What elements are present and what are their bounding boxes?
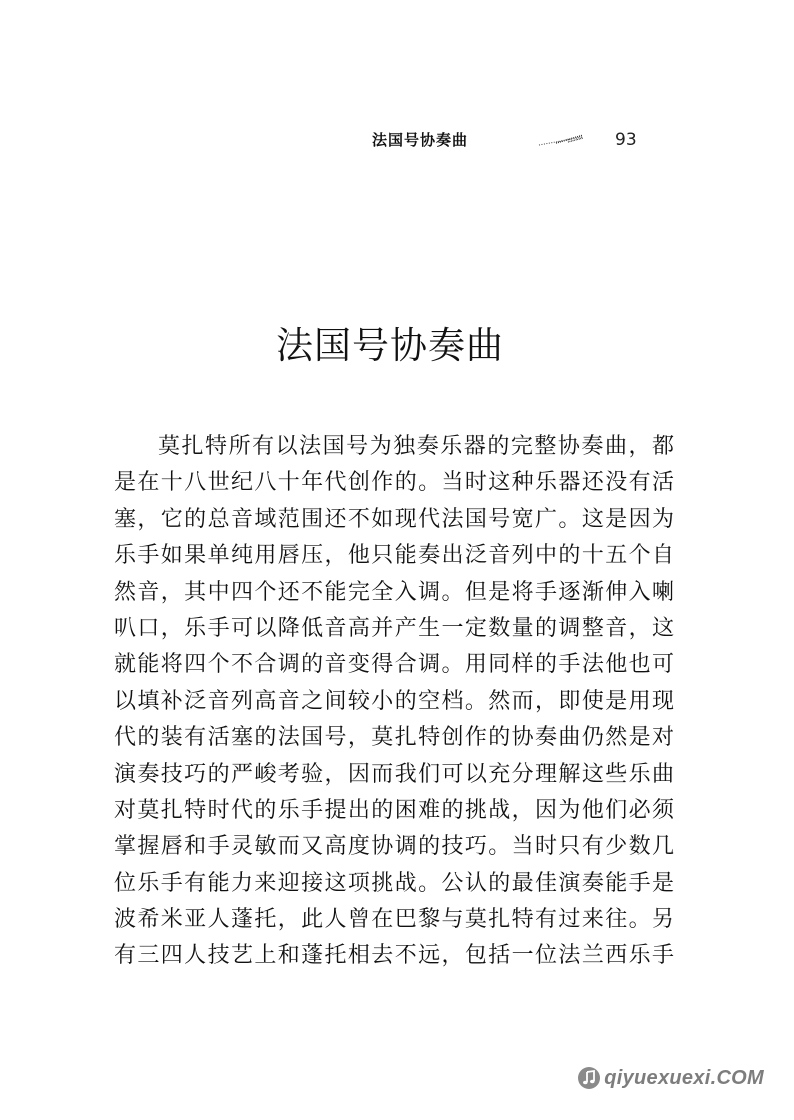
- watermark-text: qiyuexuexi.COM: [604, 1066, 764, 1089]
- running-header: [372, 128, 672, 154]
- chapter-title: 法国号协奏曲: [276, 323, 504, 367]
- running-title: 法国号协奏曲: [372, 131, 469, 149]
- text-line: 然音，其中四个还不能完全入调。但是将手逐渐伸入喇: [114, 579, 674, 605]
- text-line: 就能将四个不合调的音变得合调。用同样的手法他也可: [114, 652, 674, 678]
- text-line: 塞，它的总音域范围还不如现代法国号宽广。这是因为: [114, 506, 674, 532]
- music-note-icon: [577, 1066, 601, 1090]
- text-line: 以填补泛音列高音之间较小的空档。然而，即使是用现: [114, 688, 674, 714]
- text-line: 莫扎特所有以法国号为独奏乐器的完整协奏曲，都: [158, 434, 674, 459]
- body-text: [114, 429, 674, 975]
- text-line: 是在十八世纪八十年代创作的。当时这种乐器还没有活: [114, 470, 674, 496]
- text-line: 对莫扎特时代的乐手提出的困难的挑战，因为他们必须: [114, 797, 674, 823]
- text-line: 波希米亚人蓬托，此人曾在巴黎与莫扎特有过来往。另: [114, 907, 674, 933]
- header-ornament-icon: [538, 134, 584, 146]
- page-number: 93: [615, 130, 637, 150]
- text-line: 位乐手有能力来迎接这项挑战。公认的最佳演奏能手是: [114, 870, 674, 896]
- text-line: 叭口，乐手可以降低音高并产生一定数量的调整音，这: [114, 615, 674, 641]
- text-line: 乐手如果单纯用唇压，他只能奏出泛音列中的十五个自: [114, 543, 674, 569]
- text-line: 有三四人技艺上和蓬托相去不远，包括一位法兰西乐手: [114, 943, 674, 969]
- watermark: [577, 1064, 764, 1092]
- text-line: 掌握唇和手灵敏而又高度协调的技巧。当时只有少数几: [114, 834, 674, 860]
- text-line: 演奏技巧的严峻考验，因而我们可以充分理解这些乐曲: [114, 761, 674, 787]
- text-line: 代的装有活塞的法国号，莫扎特创作的协奏曲仍然是对: [114, 725, 674, 751]
